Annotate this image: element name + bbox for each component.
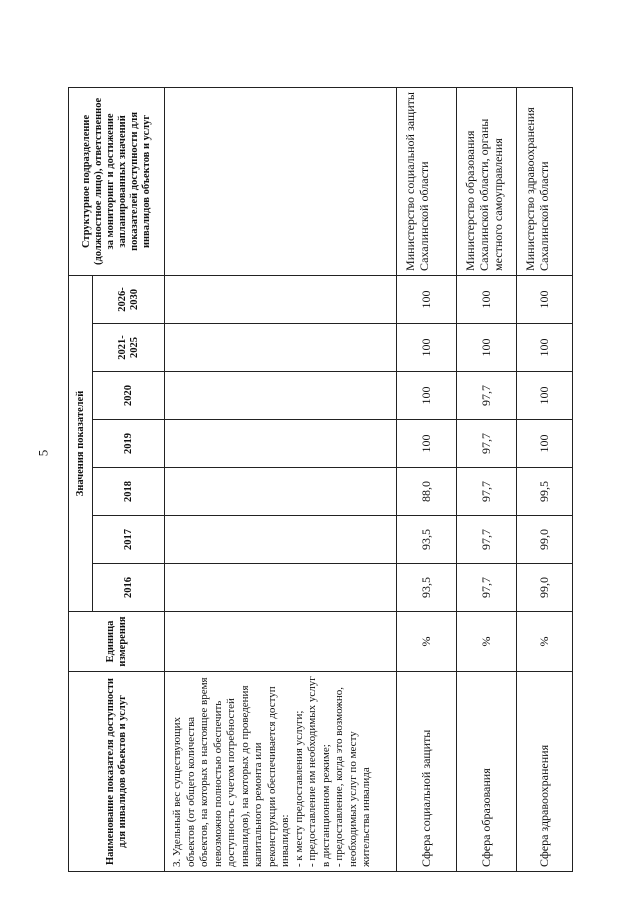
header-values-group: Значения показателей xyxy=(69,275,93,611)
page-number: 5 xyxy=(35,449,51,457)
indicator-title: 3. Удельный вес существующих объектов (от общего количества объектов, на которых в настоящее время невозможно полностью обеспечить доступность с учетом потребностей инвалидов), на которых до проведения капитального ремонта или реконструкции обеспечивается доступ инвалидов: - к месту предоставления услуги; - предоставление им необходимых услуг в дистанционном режиме; - предоставление, когда это возможно, необходимых услуг по месту жительства инвалида xyxy=(165,672,397,872)
value-cell: 88,0 xyxy=(397,468,457,516)
sphere-name: Сфера образования xyxy=(457,672,517,872)
table-row xyxy=(397,87,457,871)
header-responsible: Структурное подразделение (должностное лицо), ответственное за мониторинг и достижение запланированных значений показателей доступности для инвалидов объектов и услуг xyxy=(69,87,165,275)
value-cell: 100 xyxy=(397,420,457,468)
value-cell: 97,7 xyxy=(457,468,517,516)
empty-cell xyxy=(165,87,397,275)
value-cell: 99,0 xyxy=(517,564,573,612)
responsible-cell: Министерство образования Сахалинской области, органы местного самоуправления xyxy=(457,87,517,275)
value-cell: 100 xyxy=(397,372,457,420)
header-year: 2021-2025 xyxy=(93,324,165,372)
empty-cell xyxy=(165,420,397,468)
header-indicator: Наименование показателя доступности для инвалидов объектов и услуг xyxy=(69,672,165,872)
empty-cell xyxy=(165,372,397,420)
value-cell: 97,7 xyxy=(457,372,517,420)
header-year: 2016 xyxy=(93,564,165,612)
responsible-cell: Министерство здравоохранения Сахалинской области xyxy=(517,87,573,275)
header-year: 2019 xyxy=(93,420,165,468)
header-year: 2017 xyxy=(93,516,165,564)
empty-cell xyxy=(165,612,397,672)
value-cell: 100 xyxy=(397,324,457,372)
value-cell: 97,7 xyxy=(457,420,517,468)
table-row xyxy=(517,87,573,871)
accessibility-indicators-table xyxy=(68,87,573,872)
value-cell: 99,0 xyxy=(517,516,573,564)
value-cell: 100 xyxy=(517,420,573,468)
empty-cell xyxy=(165,324,397,372)
sphere-name: Сфера социальной защиты xyxy=(397,672,457,872)
unit-cell: % xyxy=(397,612,457,672)
unit-cell: % xyxy=(457,612,517,672)
header-unit: Единица измерения xyxy=(69,612,165,672)
value-cell: 100 xyxy=(517,275,573,323)
responsible-cell: Министерство социальной защиты Сахалинской области xyxy=(397,87,457,275)
value-cell: 97,7 xyxy=(457,516,517,564)
header-year: 2020 xyxy=(93,372,165,420)
table-row xyxy=(457,87,517,871)
empty-cell xyxy=(165,564,397,612)
header-year: 2026-2030 xyxy=(93,275,165,323)
rotated-page-content xyxy=(68,88,572,872)
value-cell: 100 xyxy=(457,275,517,323)
value-cell: 100 xyxy=(517,324,573,372)
header-row-1 xyxy=(69,87,93,871)
value-cell: 97,7 xyxy=(457,564,517,612)
value-cell: 93,5 xyxy=(397,564,457,612)
empty-cell xyxy=(165,516,397,564)
sphere-name: Сфера здравоохранения xyxy=(517,672,573,872)
empty-cell xyxy=(165,275,397,323)
empty-cell xyxy=(165,468,397,516)
value-cell: 99,5 xyxy=(517,468,573,516)
value-cell: 93,5 xyxy=(397,516,457,564)
value-cell: 100 xyxy=(397,275,457,323)
value-cell: 100 xyxy=(457,324,517,372)
header-year: 2018 xyxy=(93,468,165,516)
unit-cell: % xyxy=(517,612,573,672)
indicator-title-row xyxy=(165,87,397,871)
value-cell: 100 xyxy=(517,372,573,420)
